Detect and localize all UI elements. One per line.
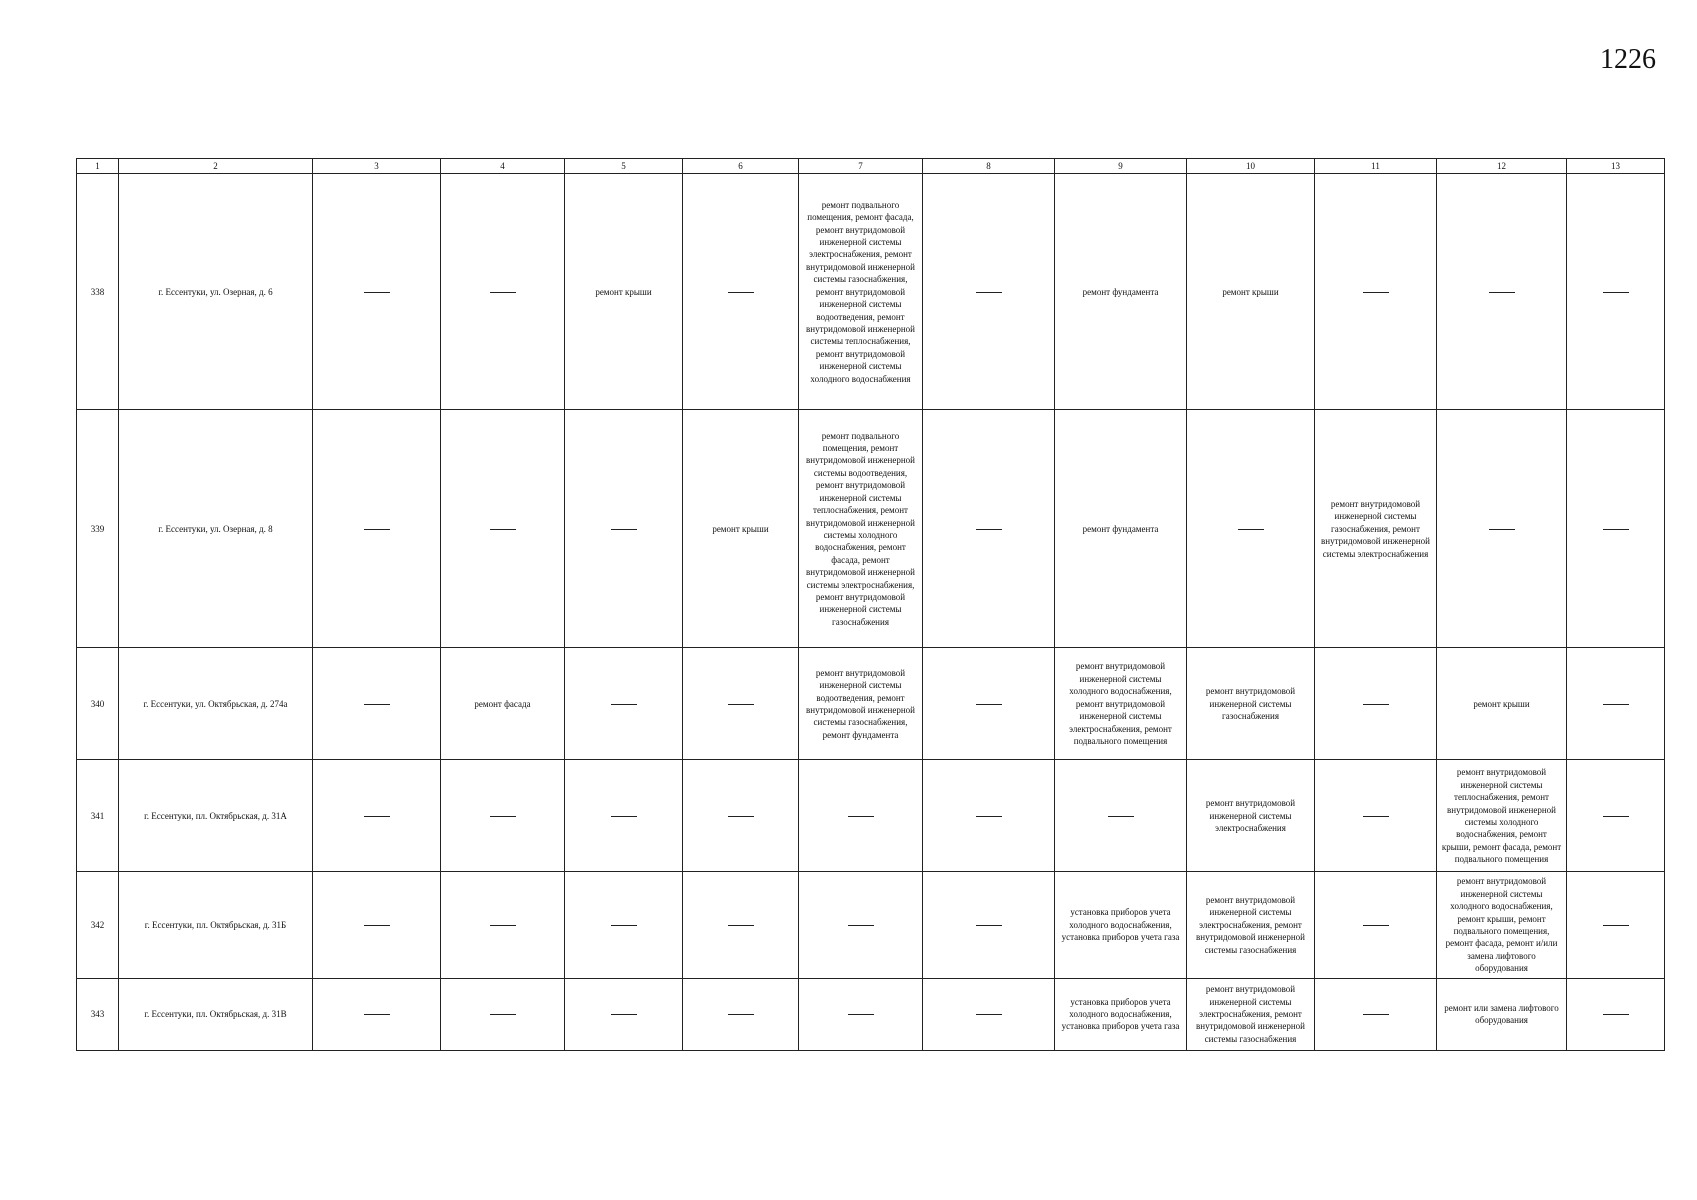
dash-mark <box>364 292 390 293</box>
dash-mark <box>611 704 637 705</box>
work-cell-col-10 <box>1187 410 1315 648</box>
work-cell-col-7: ремонт подвального помещения, ремонт фасада, ремонт внутридомовой инженерной системы электроснабжения, ремонт внутридомовой инженерной системы газоснабжения, ремонт внутридомовой инженерной системы водоотведения, ремонт внутридомовой инженерной системы теплоснабжения, ремонт внутридомовой инженерной системы холодного водоснабжения <box>799 174 923 410</box>
dash-mark <box>611 529 637 530</box>
column-header-2: 2 <box>119 159 313 174</box>
work-cell-col-10: ремонт внутридомовой инженерной системы электроснабжения, ремонт внутридомовой инженерной системы газоснабжения <box>1187 978 1315 1050</box>
work-cell-col-7: ремонт внутридомовой инженерной системы водоотведения, ремонт внутридомовой инженерной системы газоснабжения, ремонт фундамента <box>799 648 923 760</box>
dash-mark <box>1363 816 1389 817</box>
dash-mark <box>364 925 390 926</box>
dash-mark <box>1603 816 1629 817</box>
page-number: 1226 <box>1600 44 1656 75</box>
row-number: 340 <box>77 648 119 760</box>
work-cell-col-4 <box>441 760 565 872</box>
dash-mark <box>364 529 390 530</box>
table-row <box>77 760 1665 872</box>
column-header-1: 1 <box>77 159 119 174</box>
work-cell-col-3 <box>313 648 441 760</box>
dash-mark <box>976 816 1002 817</box>
work-cell-col-9: ремонт фундамента <box>1055 410 1187 648</box>
address-cell: г. Ессентуки, ул. Озерная, д. 6 <box>119 174 313 410</box>
work-cell-col-6: ремонт крыши <box>683 410 799 648</box>
row-number: 343 <box>77 978 119 1050</box>
work-cell-col-12: ремонт внутридомовой инженерной системы теплоснабжения, ремонт внутридомовой инженерной системы холодного водоснабжения, ремонт крыши, ремонт фасада, ремонт подвального помещения <box>1437 760 1567 872</box>
dash-mark <box>1363 925 1389 926</box>
column-header-11: 11 <box>1315 159 1437 174</box>
dash-mark <box>1603 925 1629 926</box>
table-row <box>77 872 1665 978</box>
dash-mark <box>1363 1014 1389 1015</box>
column-header-5: 5 <box>565 159 683 174</box>
dash-mark <box>976 925 1002 926</box>
row-number: 341 <box>77 760 119 872</box>
dash-mark <box>364 816 390 817</box>
work-cell-col-6 <box>683 760 799 872</box>
dash-mark <box>490 292 516 293</box>
dash-mark <box>1489 529 1515 530</box>
row-number: 338 <box>77 174 119 410</box>
work-cell-col-7 <box>799 978 923 1050</box>
work-cell-col-13 <box>1567 648 1665 760</box>
work-cell-col-8 <box>923 174 1055 410</box>
address-cell: г. Ессентуки, пл. Октябрьская, д. 31В <box>119 978 313 1050</box>
work-cell-col-12: ремонт внутридомовой инженерной системы холодного водоснабжения, ремонт крыши, ремонт подвального помещения, ремонт фасада, ремонт и/или замена лифтового оборудования <box>1437 872 1567 978</box>
column-number-header-row <box>77 159 1665 174</box>
dash-mark <box>364 1014 390 1015</box>
work-cell-col-8 <box>923 872 1055 978</box>
dash-mark <box>1363 704 1389 705</box>
work-cell-col-4 <box>441 978 565 1050</box>
work-cell-col-9: установка приборов учета холодного водоснабжения, установка приборов учета газа <box>1055 978 1187 1050</box>
address-cell: г. Ессентуки, ул. Октябрьская, д. 274а <box>119 648 313 760</box>
dash-mark <box>848 816 874 817</box>
work-cell-col-13 <box>1567 872 1665 978</box>
dash-mark <box>611 816 637 817</box>
dash-mark <box>1603 292 1629 293</box>
work-cell-col-10: ремонт внутридомовой инженерной системы газоснабжения <box>1187 648 1315 760</box>
work-cell-col-5 <box>565 978 683 1050</box>
column-header-7: 7 <box>799 159 923 174</box>
work-cell-col-6 <box>683 872 799 978</box>
work-cell-col-5: ремонт крыши <box>565 174 683 410</box>
work-cell-col-11 <box>1315 978 1437 1050</box>
work-cell-col-12: ремонт или замена лифтового оборудования <box>1437 978 1567 1050</box>
row-number: 342 <box>77 872 119 978</box>
work-cell-col-11 <box>1315 760 1437 872</box>
work-cell-col-13 <box>1567 410 1665 648</box>
dash-mark <box>490 529 516 530</box>
work-cell-col-5 <box>565 410 683 648</box>
column-header-12: 12 <box>1437 159 1567 174</box>
dash-mark <box>364 704 390 705</box>
dash-mark <box>728 704 754 705</box>
work-cell-col-9: ремонт фундамента <box>1055 174 1187 410</box>
work-cell-col-4 <box>441 410 565 648</box>
work-cell-col-12 <box>1437 410 1567 648</box>
work-cell-col-7: ремонт подвального помещения, ремонт внутридомовой инженерной системы водоотведения, ремонт внутридомовой инженерной системы теплоснабжения, ремонт внутридомовой инженерной системы холодного водоснабжения, ремонт фасада, ремонт внутридомовой инженерной системы электроснабжения, ремонт внутридомовой инженерной системы газоснабжения <box>799 410 923 648</box>
dash-mark <box>728 925 754 926</box>
work-cell-col-11 <box>1315 648 1437 760</box>
column-header-10: 10 <box>1187 159 1315 174</box>
work-cell-col-5 <box>565 872 683 978</box>
work-cell-col-9: установка приборов учета холодного водоснабжения, установка приборов учета газа <box>1055 872 1187 978</box>
work-cell-col-11 <box>1315 872 1437 978</box>
work-cell-col-3 <box>313 174 441 410</box>
work-cell-col-10: ремонт внутридомовой инженерной системы электроснабжения <box>1187 760 1315 872</box>
dash-mark <box>976 704 1002 705</box>
work-cell-col-4: ремонт фасада <box>441 648 565 760</box>
work-cell-col-11 <box>1315 174 1437 410</box>
table-row <box>77 410 1665 648</box>
dash-mark <box>976 529 1002 530</box>
work-cell-col-3 <box>313 978 441 1050</box>
dash-mark <box>1603 704 1629 705</box>
work-cell-col-13 <box>1567 760 1665 872</box>
dash-mark <box>1108 816 1134 817</box>
dash-mark <box>1489 292 1515 293</box>
work-cell-col-13 <box>1567 174 1665 410</box>
column-header-6: 6 <box>683 159 799 174</box>
work-cell-col-8 <box>923 760 1055 872</box>
work-cell-col-6 <box>683 978 799 1050</box>
dash-mark <box>490 1014 516 1015</box>
work-cell-col-8 <box>923 410 1055 648</box>
work-cell-col-7 <box>799 760 923 872</box>
dash-mark <box>728 292 754 293</box>
dash-mark <box>976 292 1002 293</box>
capital-repair-table <box>76 158 1665 1051</box>
dash-mark <box>728 1014 754 1015</box>
dash-mark <box>1363 292 1389 293</box>
dash-mark <box>728 816 754 817</box>
table-row <box>77 648 1665 760</box>
address-cell: г. Ессентуки, ул. Озерная, д. 8 <box>119 410 313 648</box>
column-header-13: 13 <box>1567 159 1665 174</box>
dash-mark <box>611 925 637 926</box>
work-cell-col-10: ремонт крыши <box>1187 174 1315 410</box>
work-cell-col-11: ремонт внутридомовой инженерной системы газоснабжения, ремонт внутридомовой инженерной системы электроснабжения <box>1315 410 1437 648</box>
work-cell-col-9 <box>1055 760 1187 872</box>
work-cell-col-10: ремонт внутридомовой инженерной системы электроснабжения, ремонт внутридомовой инженерной системы газоснабжения <box>1187 872 1315 978</box>
column-header-9: 9 <box>1055 159 1187 174</box>
dash-mark <box>976 1014 1002 1015</box>
work-cell-col-12 <box>1437 174 1567 410</box>
work-cell-col-7 <box>799 872 923 978</box>
table-row <box>77 174 1665 410</box>
dash-mark <box>848 1014 874 1015</box>
work-cell-col-8 <box>923 978 1055 1050</box>
dash-mark <box>1603 1014 1629 1015</box>
dash-mark <box>611 1014 637 1015</box>
work-cell-col-8 <box>923 648 1055 760</box>
work-cell-col-3 <box>313 410 441 648</box>
column-header-8: 8 <box>923 159 1055 174</box>
work-cell-col-9: ремонт внутридомовой инженерной системы холодного водоснабжения, ремонт внутридомовой инженерной системы электроснабжения, ремонт подвального помещения <box>1055 648 1187 760</box>
work-cell-col-5 <box>565 760 683 872</box>
dash-mark <box>1603 529 1629 530</box>
work-cell-col-4 <box>441 174 565 410</box>
work-cell-col-13 <box>1567 978 1665 1050</box>
column-header-3: 3 <box>313 159 441 174</box>
dash-mark <box>490 816 516 817</box>
work-cell-col-12: ремонт крыши <box>1437 648 1567 760</box>
work-cell-col-3 <box>313 760 441 872</box>
table-row <box>77 978 1665 1050</box>
dash-mark <box>490 925 516 926</box>
address-cell: г. Ессентуки, пл. Октябрьская, д. 31Б <box>119 872 313 978</box>
address-cell: г. Ессентуки, пл. Октябрьская, д. 31А <box>119 760 313 872</box>
work-cell-col-6 <box>683 174 799 410</box>
work-cell-col-4 <box>441 872 565 978</box>
dash-mark <box>1238 529 1264 530</box>
work-cell-col-3 <box>313 872 441 978</box>
column-header-4: 4 <box>441 159 565 174</box>
dash-mark <box>848 925 874 926</box>
work-cell-col-6 <box>683 648 799 760</box>
work-cell-col-5 <box>565 648 683 760</box>
row-number: 339 <box>77 410 119 648</box>
